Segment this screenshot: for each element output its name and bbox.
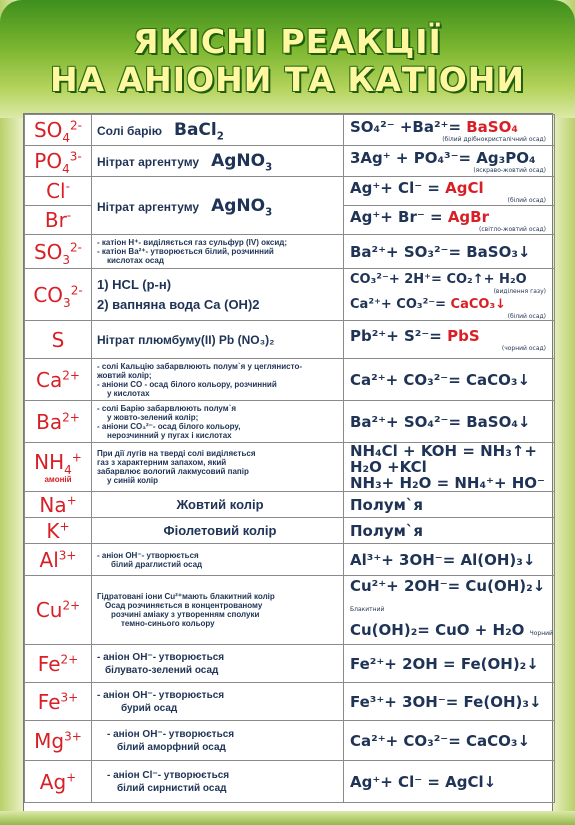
equation-cell: Fe²⁺+ 2OH = Fe(OH)₂↓: [344, 645, 555, 683]
table-row-sodium: [25, 492, 555, 518]
ion-cell: $NH_4^+$ амоній: [25, 443, 92, 492]
reagent-cell: - аніон OH⁻- утворюється білувато-зелений осад: [92, 645, 344, 683]
reagent-cell: При дії лугів на тверді солі виділяється газ з характерним запахом, який забарвлює вологий лакмусовий папір у синій колір: [92, 443, 344, 492]
ion-cell: $Fe^{3+}$: [25, 683, 92, 721]
reagent-cell: [92, 115, 344, 146]
reagent-cell: Нітрат аргентуму AgNO$_3$: [92, 177, 344, 235]
ion-cell: $SO_3^{2-}$: [25, 235, 92, 269]
table-row-silver: [25, 761, 555, 803]
reagent-formula: BaCl$_2$: [174, 120, 224, 143]
reagent-cell: Фіолетовий колір: [92, 518, 344, 544]
table-row-sulfite: [25, 235, 555, 269]
table-row-carbonate: [25, 269, 555, 321]
table-row-ammonium: [25, 443, 555, 492]
reagent-cell: - солі Барію забарвлюють полум`я у жовто-зелений колір; - аніони CO₃²⁻- осад білого кольору, нерозчинний у пугах і кислотах: [92, 401, 344, 443]
reagent-cell: - солі Кальцію забарвлюють полум`я у цеглянисто- жовтий колір; - аніони CO - осад білого кольору, розчинний у кислотах: [92, 359, 344, 401]
reactions-table: [24, 114, 555, 803]
table-row-iron-3: [25, 683, 555, 721]
equation-cell: Ag⁺+ Cl⁻ = AgCl (білий осад): [344, 177, 555, 206]
reagent-cell: - аніон OH⁻- утворюється білий аморфний осад: [92, 721, 344, 761]
ion-cell: S: [25, 321, 92, 359]
ion-cell: $Mg^{3+}$: [25, 721, 92, 761]
reagent-cell: - аніон OH⁻- утворюється білий драглистий осад: [92, 544, 344, 576]
reagent-cell: 1) HCL (p-н) 2) вапняна вода Ca (OH)2: [92, 269, 344, 321]
ion-cell: K+: [25, 518, 92, 544]
ion-cell: $Fe^{2+}$: [25, 645, 92, 683]
reactions-table-card: [23, 113, 553, 813]
title-line-1: ЯКІСНІ РЕАКЦІЇ: [133, 22, 442, 61]
equation-cell: Полум`я: [344, 518, 555, 544]
title-line-2: НА АНІОНИ ТА КАТІОНИ: [50, 60, 525, 99]
equation-cell: Ba²⁺+ SO₃²⁻= BaSO₃↓: [344, 235, 555, 269]
ion-cell: Br-: [25, 206, 92, 235]
equation-cell: Ag⁺+ Br⁻ = AgBr (світло-жовтий осад): [344, 206, 555, 235]
equation-cell: CO₃²⁻+ 2H⁺= CO₂↑+ H₂O (виділення газу) Ca²⁺+ CO₃²⁻= CaCO₃↓ (білий осад): [344, 269, 555, 321]
table-row-sulfate: [25, 115, 555, 146]
reagent-cell: - аніон OH⁻- утворюється бурий осад: [92, 683, 344, 721]
equation-cell: Полум`я: [344, 492, 555, 518]
ion-cell: Ag+: [25, 761, 92, 803]
reagent-cell: Жовтий колір: [92, 492, 344, 518]
ion-cell: $Cu^{2+}$: [25, 576, 92, 645]
ion-cell: $CO_3^{2-}$: [25, 269, 92, 321]
equation-cell: Ag⁺+ Cl⁻ = AgCl↓: [344, 761, 555, 803]
table-row-copper: [25, 576, 555, 645]
ion-cell: $Ba^{2+}$: [25, 401, 92, 443]
ion-cell: $Ca^{2+}$: [25, 359, 92, 401]
reagent-cell: Гідратовані іони Cu²⁺мають блакитний колір Осад розчиняється в концентрованому розчині аміаку з утворенням сполуки темно-синього кольору: [92, 576, 344, 645]
reagent-cell: - катіон H⁺- виділяється газ сульфур (IV) оксид; - катіон Ba²⁺- утворюється білий, розчинний кислотах осад: [92, 235, 344, 269]
table-row-iron-2: [25, 645, 555, 683]
equation-cell: Ba²⁺+ SO₄²⁻= BaSO₄↓: [344, 401, 555, 443]
equation-cell: Pb²⁺+ S²⁻= PbS (чорний осад): [344, 321, 555, 359]
table-row-magnesium: [25, 721, 555, 761]
reagent-cell: Нітрат аргентуму AgNO$_3$: [92, 146, 344, 177]
table-row-chloride: [25, 177, 555, 206]
equation-cell: NH₄Cl + KOH = NH₃↑+ H₂O +KCl NH₃+ H₂O = NH₄⁺+ HO⁻: [344, 443, 555, 492]
equation-cell: 3Ag⁺ + PO₄³⁻= Ag₃PO₄ (яскраво-жовтий осад): [344, 146, 555, 177]
table-row-barium: [25, 401, 555, 443]
equation-cell: SO₄²⁻ +Ba²⁺= BaSO₄ (білий дрібнокристалічний осад): [344, 115, 555, 146]
footer-band: [0, 811, 575, 825]
equation-cell: Ca²⁺+ CO₃²⁻= CaCO₃↓: [344, 359, 555, 401]
ion-cell: $SO_4^{2-}$: [25, 115, 92, 146]
table-row-calcium: [25, 359, 555, 401]
ion-cell: $Al^{3+}$: [25, 544, 92, 576]
reagent-cell: - аніон Cl⁻- утворюється білий сирнистий осад: [92, 761, 344, 803]
ion-cell: Na+: [25, 492, 92, 518]
reagent-cell: Нітрат плюмбуму(ІІ) Pb (NO₃)₂: [92, 321, 344, 359]
table-row-potassium: [25, 518, 555, 544]
equation-cell: Cu²⁺+ 2OH⁻= Cu(OH)₂↓ Блакитний Cu(OH)₂= CuO + H₂O Чорний: [344, 576, 555, 645]
equation-cell: Fe³⁺+ 3OH⁻= Fe(OH)₃↓: [344, 683, 555, 721]
table-row-sulfide: [25, 321, 555, 359]
table-row-aluminium: [25, 544, 555, 576]
table-row-phosphate: [25, 146, 555, 177]
equation-cell: Al³⁺+ 3OH⁻= Al(OH)₃↓: [344, 544, 555, 576]
equation-cell: Ca²⁺+ CO₃²⁻= CaCO₃↓: [344, 721, 555, 761]
ion-cell: Cl-: [25, 177, 92, 206]
reagent-name: Солі барію: [97, 124, 162, 138]
ion-cell: $PO_4^{3-}$: [25, 146, 92, 177]
